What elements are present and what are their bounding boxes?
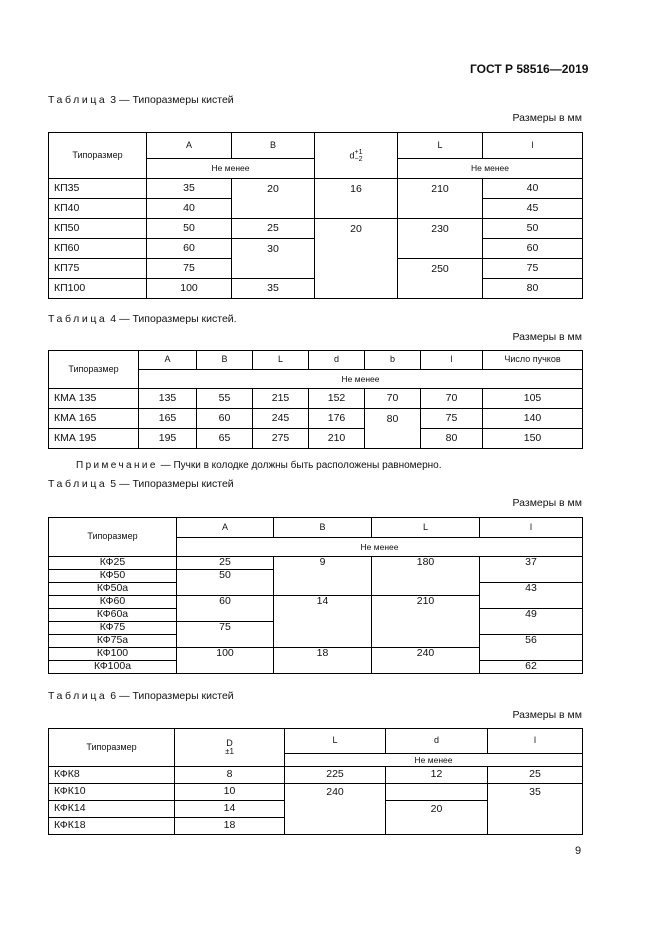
table5-cell-name: КФ25 bbox=[49, 557, 177, 570]
table4-cell-b-small: 70 bbox=[365, 389, 421, 409]
table4-cell-l: 75 bbox=[421, 409, 483, 429]
table5-cell-L: 180 bbox=[372, 557, 480, 596]
table5-cell-L: 240 bbox=[372, 648, 480, 674]
table3-cell-b: 25 bbox=[232, 219, 315, 239]
table3-header-a: A bbox=[147, 133, 232, 159]
table6-header-type: Типоразмер bbox=[49, 729, 175, 767]
table3-cell-l: 75 bbox=[483, 259, 583, 279]
table4-cell-d: 152 bbox=[309, 389, 365, 409]
table5-cell-a: 75 bbox=[177, 622, 274, 648]
table4-header-a: A bbox=[139, 351, 197, 370]
table4-note bbox=[76, 460, 442, 471]
table3-caption bbox=[48, 94, 234, 106]
table5-cell-name: КФ60а bbox=[49, 609, 177, 622]
table5 bbox=[48, 517, 583, 674]
table5-header-a: A bbox=[177, 518, 274, 538]
table4-header-L: L bbox=[253, 351, 309, 370]
table4-cell-tufts: 150 bbox=[483, 429, 583, 449]
table4-cell-a: 135 bbox=[139, 389, 197, 409]
table4-cell-b: 60 bbox=[197, 409, 253, 429]
table5-cell-a: 50 bbox=[177, 570, 274, 596]
table3-cell-l: 60 bbox=[483, 239, 583, 259]
table6-cell-l: 35 bbox=[488, 784, 583, 835]
table5-cell-name: КФ100 bbox=[49, 648, 177, 661]
table6-header-D-tolerance: ±1 bbox=[225, 747, 234, 757]
table4-cell-d: 210 bbox=[309, 429, 365, 449]
table6-header-d: d bbox=[386, 729, 488, 754]
table4-cell-tufts: 105 bbox=[483, 389, 583, 409]
table4-header-d: d bbox=[309, 351, 365, 370]
table5-caption-title: — Типоразмеры кистей bbox=[119, 478, 234, 490]
table5-cell-name: КФ60 bbox=[49, 596, 177, 609]
table5-header-min: Не менее bbox=[177, 538, 583, 557]
table3-cell-a: 40 bbox=[147, 199, 232, 219]
table5-cell-L: 210 bbox=[372, 596, 480, 648]
table3-header-min-ab: Не менее bbox=[147, 159, 315, 179]
table-row bbox=[49, 389, 583, 409]
table3-cell-l: 80 bbox=[483, 279, 583, 299]
table5-cell-l: 62 bbox=[480, 661, 583, 674]
table5-cell-l: 43 bbox=[480, 583, 583, 609]
table5-caption bbox=[48, 478, 234, 490]
table4-header-l: l bbox=[421, 351, 483, 370]
table5-cell-name: КФ50а bbox=[49, 583, 177, 596]
table3-cell-l: 45 bbox=[483, 199, 583, 219]
table3-header-l: l bbox=[483, 133, 583, 159]
table3-caption-word: Таблица bbox=[48, 94, 108, 106]
table4-note-text: — Пучки в колодке должны быть расположены равномерно. bbox=[160, 460, 442, 471]
table-row bbox=[49, 219, 583, 239]
table5-cell-b: 18 bbox=[274, 648, 372, 674]
table6-cell-L: 240 bbox=[285, 784, 386, 835]
table4-caption-title: — Типоразмеры кистей. bbox=[119, 313, 237, 325]
table4-header-tufts: Число пучков bbox=[483, 351, 583, 370]
table3-header-d bbox=[315, 133, 398, 179]
table4-caption bbox=[48, 313, 237, 325]
table3-cell-L: 210 bbox=[398, 179, 483, 219]
table6-cell-d: 20 bbox=[386, 801, 488, 835]
table4-note-word: Примечание bbox=[76, 460, 158, 471]
table3-caption-title: — Типоразмеры кистей bbox=[119, 94, 234, 106]
table6-cell-D: 10 bbox=[175, 784, 285, 801]
table6-caption-title: — Типоразмеры кистей bbox=[119, 690, 234, 702]
table5-cell-a: 25 bbox=[177, 557, 274, 570]
table3-cell-name: КП60 bbox=[49, 239, 147, 259]
table4-cell-L: 245 bbox=[253, 409, 309, 429]
table6-cell-D: 8 bbox=[175, 767, 285, 784]
table5-cell-b: 14 bbox=[274, 596, 372, 648]
table4-cell-b-small: 80 bbox=[365, 409, 421, 449]
table3-header-d-tol-plus: +1 bbox=[354, 148, 363, 156]
table3-cell-d: 20 bbox=[315, 219, 398, 299]
table6-caption bbox=[48, 690, 234, 702]
table-row bbox=[49, 429, 583, 449]
table4-header-b: B bbox=[197, 351, 253, 370]
table-row bbox=[49, 784, 583, 801]
table4-cell-name: КМА 135 bbox=[49, 389, 139, 409]
table6-cell-name: КФК10 bbox=[49, 784, 175, 801]
table4-caption-num: 4 bbox=[110, 313, 117, 325]
table6-units: Размеры в мм bbox=[512, 709, 582, 721]
table6-caption-word: Таблица bbox=[48, 690, 108, 702]
table3-header-d-symbol: d bbox=[349, 149, 355, 160]
table-row bbox=[49, 767, 583, 784]
table5-cell-name: КФ100а bbox=[49, 661, 177, 674]
table6-header-D-symbol: D bbox=[226, 737, 233, 748]
document-standard-number: ГОСТ Р 58516—2019 bbox=[470, 62, 589, 76]
table5-cell-l: 56 bbox=[480, 635, 583, 661]
table6-cell-L: 225 bbox=[285, 767, 386, 784]
table3-cell-a: 50 bbox=[147, 219, 232, 239]
table5-cell-b: 9 bbox=[274, 557, 372, 596]
table5-caption-word: Таблица bbox=[48, 478, 108, 490]
table5-cell-name: КФ50 bbox=[49, 570, 177, 583]
table6-cell-d-empty bbox=[386, 784, 488, 801]
table-row bbox=[49, 409, 583, 429]
table4-units: Размеры в мм bbox=[512, 331, 582, 343]
table3-cell-name: КП35 bbox=[49, 179, 147, 199]
table4-cell-a: 165 bbox=[139, 409, 197, 429]
table3-cell-L: 230 bbox=[398, 219, 483, 259]
table6-header-D bbox=[175, 729, 285, 767]
table-row bbox=[49, 179, 583, 199]
table4-cell-tufts: 140 bbox=[483, 409, 583, 429]
table4-caption-word: Таблица bbox=[48, 313, 108, 325]
table4-header-min: Не менее bbox=[139, 370, 583, 389]
table6-caption-num: 6 bbox=[110, 690, 117, 702]
table3-cell-b: 35 bbox=[232, 279, 315, 299]
table3-header-type: Типоразмер bbox=[49, 133, 147, 179]
table6-cell-name: КФК18 bbox=[49, 818, 175, 835]
table3-cell-a: 75 bbox=[147, 259, 232, 279]
table5-cell-name: КФ75 bbox=[49, 622, 177, 635]
table3 bbox=[48, 132, 583, 299]
table3-cell-l: 40 bbox=[483, 179, 583, 199]
table5-header-type: Типоразмер bbox=[49, 518, 177, 557]
table3-header-b: B bbox=[232, 133, 315, 159]
table5-header-l: l bbox=[480, 518, 583, 538]
table3-cell-name: КП75 bbox=[49, 259, 147, 279]
table3-header-d-tol-minus: −2 bbox=[354, 155, 363, 163]
table3-cell-a: 100 bbox=[147, 279, 232, 299]
table6-cell-D: 18 bbox=[175, 818, 285, 835]
table3-cell-L: 250 bbox=[398, 259, 483, 299]
table6-cell-l: 25 bbox=[488, 767, 583, 784]
table4-cell-b: 65 bbox=[197, 429, 253, 449]
table3-header-min-Ll: Не менее bbox=[398, 159, 583, 179]
table5-caption-num: 5 bbox=[110, 478, 117, 490]
table-row bbox=[49, 557, 583, 570]
table3-cell-name: КП50 bbox=[49, 219, 147, 239]
table4 bbox=[48, 350, 583, 449]
table5-cell-a: 60 bbox=[177, 596, 274, 622]
table6-header-L: L bbox=[285, 729, 386, 754]
table4-cell-L: 215 bbox=[253, 389, 309, 409]
table5-header-L: L bbox=[372, 518, 480, 538]
table6-cell-name: КФК8 bbox=[49, 767, 175, 784]
table3-cell-a: 60 bbox=[147, 239, 232, 259]
table5-cell-l: 49 bbox=[480, 609, 583, 635]
table3-header-L: L bbox=[398, 133, 483, 159]
table4-cell-l: 80 bbox=[421, 429, 483, 449]
table3-cell-l: 50 bbox=[483, 219, 583, 239]
table3-cell-b: 20 bbox=[232, 179, 315, 219]
table3-cell-name: КП40 bbox=[49, 199, 147, 219]
table5-units: Размеры в мм bbox=[512, 497, 582, 509]
table3-caption-num: 3 bbox=[110, 94, 117, 106]
table6-header-l: l bbox=[488, 729, 583, 754]
table6-header-min: Не менее bbox=[285, 754, 583, 767]
table5-cell-a: 100 bbox=[177, 648, 274, 674]
table3-cell-d: 16 bbox=[315, 179, 398, 219]
table4-cell-l: 70 bbox=[421, 389, 483, 409]
table4-cell-a: 195 bbox=[139, 429, 197, 449]
table4-cell-name: КМА 195 bbox=[49, 429, 139, 449]
page-number: 9 bbox=[575, 845, 582, 857]
table4-cell-L: 275 bbox=[253, 429, 309, 449]
table3-cell-b: 30 bbox=[232, 239, 315, 279]
table4-cell-b: 55 bbox=[197, 389, 253, 409]
table3-cell-a: 35 bbox=[147, 179, 232, 199]
table4-cell-name: КМА 165 bbox=[49, 409, 139, 429]
table6 bbox=[48, 728, 583, 835]
table5-cell-l: 37 bbox=[480, 557, 583, 583]
table3-cell-name: КП100 bbox=[49, 279, 147, 299]
table4-cell-d: 176 bbox=[309, 409, 365, 429]
table6-cell-name: КФК14 bbox=[49, 801, 175, 818]
table5-cell-name: КФ75а bbox=[49, 635, 177, 648]
table4-header-type: Типоразмер bbox=[49, 351, 139, 389]
table6-cell-d: 12 bbox=[386, 767, 488, 784]
table3-units: Размеры в мм bbox=[512, 112, 582, 124]
table4-header-b-small: b bbox=[365, 351, 421, 370]
table6-cell-D: 14 bbox=[175, 801, 285, 818]
table5-header-b: B bbox=[274, 518, 372, 538]
